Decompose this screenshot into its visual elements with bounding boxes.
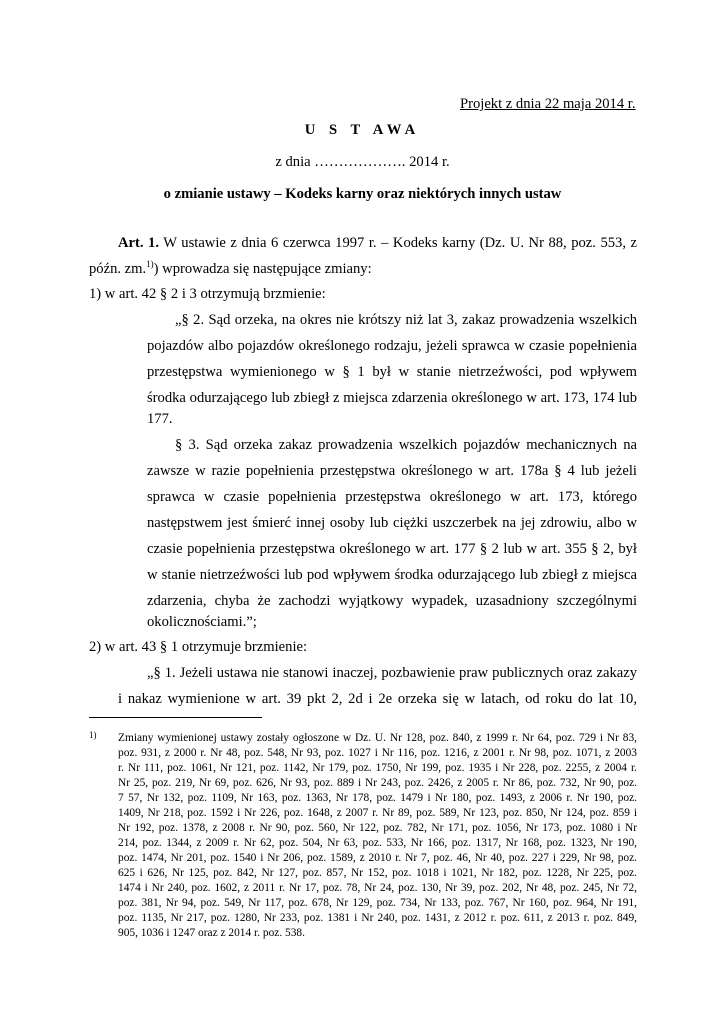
footnote-line: r. Nr 111, poz. 1061, Nr 121, poz. 1142, Nr 179, poz. 1750, Nr 199, poz. 1935 i Nr 228, poz. 2255, z 2004 r.	[118, 762, 637, 774]
footnote-line: poz. 381, Nr 94, poz. 549, Nr 117, poz. 678, Nr 129, poz. 734, Nr 133, poz. 767, Nr 160, poz. 964, Nr 191,	[118, 897, 637, 909]
paragraph-line: czasie popełnienia przestępstwa określonego w art. 177 § 2 lub w art. 355 § 2, był	[147, 541, 637, 557]
paragraph-line: pojazdów albo pojazdów określonego rodzaju, jeżeli sprawca w czasie popełnienia	[147, 338, 637, 354]
act-date: z dnia ………………. 2014 r.	[275, 154, 450, 170]
footnote-line: poz. 931, z 2000 r. Nr 48, poz. 548, Nr 93, poz. 1027 i Nr 116, poz. 1216, z 2001 r. Nr 98, poz. 1071, z 2003	[118, 747, 637, 759]
footnote-separator	[89, 717, 262, 718]
footnote-marker: 1)	[89, 730, 97, 740]
paragraph-line: § 3. Sąd orzeka zakaz prowadzenia wszelkich pojazdów mechanicznych na	[175, 437, 637, 453]
item1-heading: 1) w art. 42 § 2 i 3 otrzymują brzmienie:	[89, 286, 326, 302]
paragraph-line: zdarzenia, chyba że zachodzi wyjątkowy wypadek, uzasadniony szczególnymi	[147, 593, 637, 609]
draft-date: Projekt z dnia 22 maja 2014 r.	[460, 96, 636, 112]
paragraph-line: i nakaz wymienione w art. 39 pkt 2, 2d i 2e orzeka się w latach, od roku do lat 10,	[118, 691, 637, 707]
footnote-line: Nr 25, poz. 219, Nr 69, poz. 626, Nr 93, poz. 889 i Nr 243, poz. 2426, z 2005 r. Nr 86, poz. 732, Nr 90, poz.	[118, 777, 637, 789]
paragraph-line: sprawca w czasie popełnienia przestępstwa określonego w art. 173, którego	[147, 489, 637, 505]
art1-text: W ustawie z dnia 6 czerwca 1997 r. – Kodeks karny (Dz. U. Nr 88, poz. 553, z	[159, 235, 637, 251]
paragraph-line: okolicznościami.”;	[147, 614, 257, 630]
paragraph-line: przestępstwa wymienionego w § 1 był w stanie nietrzeźwości, pod wpływem	[147, 364, 637, 380]
art1-line1	[118, 234, 637, 252]
paragraph-line: następstwem jest śmierć innej osoby lub ciężki uszczerbek na jej zdrowiu, albo w	[147, 515, 637, 531]
footnote-line: 7 57, Nr 132, poz. 1109, Nr 163, poz. 1363, Nr 178, poz. 1479 i Nr 180, poz. 1493, z 2006 r. Nr 190, poz.	[118, 792, 637, 804]
footnote-line: 625 i 626, Nr 125, poz. 842, Nr 127, poz. 857, Nr 152, poz. 1018 i 1021, Nr 182, poz. 1228, Nr 225, poz.	[118, 867, 637, 879]
art1-label: Art. 1.	[118, 235, 159, 251]
footnote-line: poz. 1474, Nr 201, poz. 1540 i Nr 206, poz. 1589, z 2010 r. Nr 7, poz. 46, Nr 40, poz. 227 i 229, Nr 98, poz.	[118, 852, 637, 864]
act-title: U S T AWA	[304, 122, 421, 138]
paragraph-line: 177.	[147, 411, 173, 427]
paragraph-line: środka odurzającego lub zbiegł z miejsca zdarzenia określonego w art. 173, 174 lub	[147, 390, 637, 406]
footnote-line: 214, poz. 1344, z 2009 r. Nr 62, poz. 504, Nr 63, poz. 533, Nr 166, poz. 1317, Nr 168, poz. 1323, Nr 190,	[118, 837, 637, 849]
footnote-line: 1474 i Nr 240, poz. 1602, z 2011 r. Nr 17, poz. 78, Nr 24, poz. 130, Nr 39, poz. 202, Nr 48, poz. 245, Nr 72,	[118, 882, 637, 894]
paragraph-line: zawsze w razie popełnienia przestępstwa określonego w art. 178a § 4 lub jeżeli	[147, 463, 637, 479]
footnote-reference: 1)	[146, 259, 154, 269]
act-subject: o zmianie ustawy – Kodeks karny oraz niektórych innych ustaw	[163, 186, 562, 202]
art1-line2-text: późn. zm.	[89, 261, 147, 277]
art1-line2-text-end: ) wprowadza się następujące zmiany:	[153, 261, 372, 277]
paragraph-line: „§ 1. Jeżeli ustawa nie stanowi inaczej, pozbawienie praw publicznych oraz zakazy	[147, 665, 637, 681]
footnote-line: 1409, Nr 218, poz. 1592 i Nr 226, poz. 1648, z 2007 r. Nr 89, poz. 589, Nr 123, poz. 850, Nr 124, poz. 859 i	[118, 807, 637, 819]
paragraph-line: „§ 2. Sąd orzeka, na okres nie krótszy niż lat 3, zakaz prowadzenia wszelkich	[175, 312, 637, 328]
footnote-line: poz. 1135, Nr 217, poz. 1280, Nr 233, poz. 1381 i Nr 240, poz. 1431, z 2012 r. poz. 611, z 2013 r. poz. 849,	[118, 912, 637, 924]
item2-heading: 2) w art. 43 § 1 otrzymuje brzmienie:	[89, 639, 308, 655]
art1-line2	[89, 260, 372, 278]
paragraph-line: w stanie nietrzeźwości lub pod wpływem środka odurzającego lub zbiegł z miejsca	[147, 567, 637, 583]
footnote-line: Nr 192, poz. 1378, z 2008 r. Nr 90, poz. 560, Nr 122, poz. 782, Nr 171, poz. 1056, Nr 173, poz. 1080 i Nr	[118, 822, 637, 834]
footnote-line: 905, 1036 i 1247 oraz z 2014 r. poz. 538.	[118, 927, 305, 939]
footnote-line: Zmiany wymienionej ustawy zostały ogłoszone w Dz. U. Nr 128, poz. 840, z 1999 r. Nr 64, poz. 729 i Nr 83,	[118, 732, 637, 744]
